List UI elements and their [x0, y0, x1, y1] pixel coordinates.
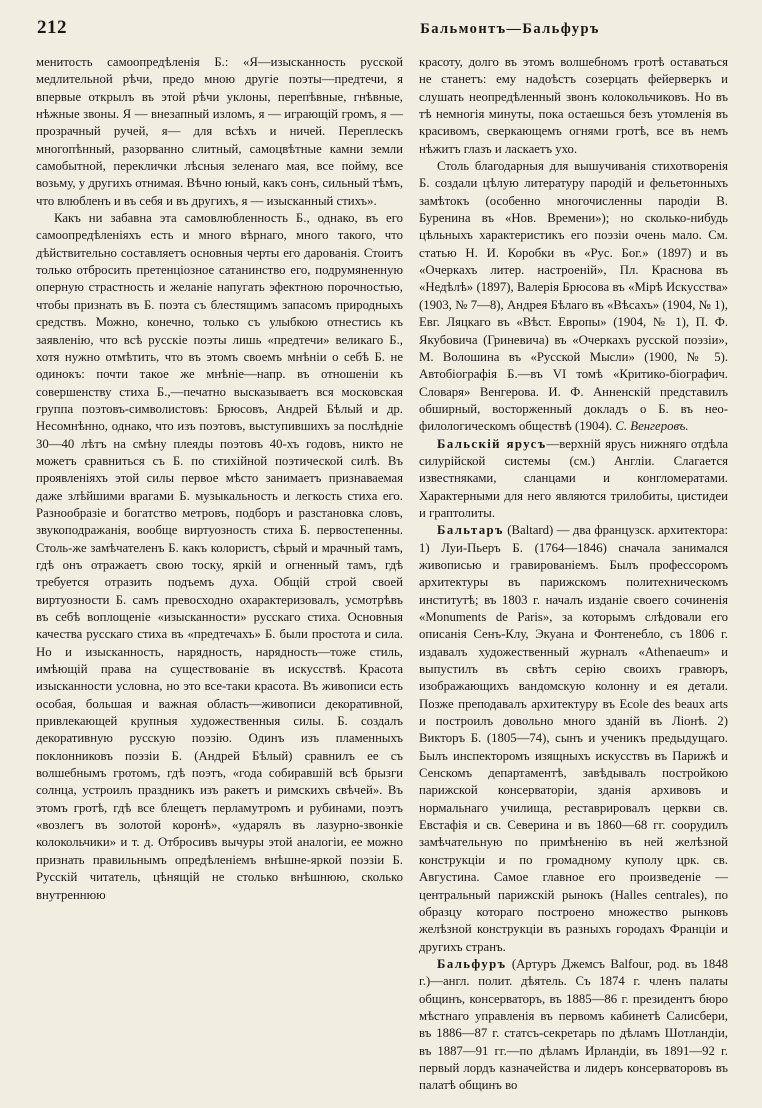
left-column — [36, 54, 403, 904]
running-title: Бальмонтъ—Бальфуръ — [420, 21, 600, 37]
entry-body: —верхній ярусъ нижняго отдѣла силурійской системы (см.) Англіи. Слагается известняками, сланцами и конгломератами. Характерными для него являются трилобиты, цистидеи и граптолиты. — [419, 436, 729, 520]
entry-body: (Baltard) — два французск. архитектора: 1) Луи-Пьеръ Б. (1764—1846) сначала занимался живописью и гравированіемъ. Былъ профессоромъ архитектуры въ парижскомъ политехническомъ институтѣ; въ 1803 г. началъ изданіе своего сочиненія «Monuments de Paris», за которымъ слѣдовали его описанія Сенъ-Клу, Экуана и Фонтенебло, съ 1806 г. издавалъ художественный журналъ «Athenaeum» и выпустилъ въ свѣтъ серію своихъ гравюръ, изображающихъ вандомскую колонну и ея детали. Позже преподавалъ архитектуру въ Ecole des beaux arts и построилъ довольно много зданій въ Ліонѣ. 2) Викторъ Б. (1805—74), сынъ и ученикъ предыдущаго. Былъ инспекторомъ изящныхъ искусствъ въ Парижѣ и Сенскомъ департаментѣ, завѣдывалъ постройкою парижской консерваторіи, зданія архивовъ и нормальнаго училища, реставрировалъ церкви св. Евстафія и св. Северина и въ 1860—68 гг. соорудилъ замѣчательную по примѣненію въ ней желѣзной конструкціи и по громадному куполу црк. св. Августина. Самое главное его произведеніе — центральный парижскій рынокъ (Halles centrales), по образцу котораго построено множество рынковъ желѣзной конструкціи въ разныхъ городахъ Франціи и другихъ странъ. — [419, 523, 728, 954]
bibliography-text: Столь благодарныя для вышучиванія стихотворенія Б. создали цѣлую литературу пародій и фельетонныхъ замѣтокъ (особенно многочисленны пародіи В. Буренина въ «Нов. Времени»); но сколько-нибудь цѣльныхъ характеристикъ его поэзіи очень мало. См. статью Н. И. Коробки въ «Рус. Бог.» (1897) и въ «Очеркахъ литер. настроеній», Пл. Краснова въ «Недѣлѣ» (1897), Валерія Брюсова въ «Мірѣ Искусства» (1903, № 7—8), Андрея Бѣлаго въ «Вѣсахъ» (1904, № 1), Евг. Ляцкаго въ «Вѣст. Европы» (1904, № 1), П. Ф. Якубовича (Гриневича) въ «Очеркахъ русской поэзіи», М. Волошина въ «Русской Мысли» (1900, № 5). Автобіографія Б.—въ VI томѣ «Критико-біографич. Словаря» Венгерова. И. Ф. Анненскій представилъ обширный, восторженный докладъ о Б. въ нео-филологическомъ обществѣ (1904). — [419, 159, 728, 434]
right-paragraph-2 — [419, 158, 728, 436]
right-column — [419, 54, 728, 1095]
entry-balfour — [419, 956, 728, 1095]
page-number: 212 — [37, 17, 67, 38]
left-paragraph-2: Какъ ни забавна эта самовлюбленность Б., однако, въ его самоопредѣленіяхъ есть и много вѣрнаго, много такого, что дѣйствительно составляетъ основныя черты его дарованія. Стоитъ только отбросить претенціозное сатанинство его, подрумяненную оперную страстность и желаніе напугать эфектною порочностью, чтобы признать въ Б. поэта съ блестящимъ запасомъ природныхъ средствъ. Можно, конечно, только съ улыбкою отнестись къ заявленію, что всѣ русскіе поэты лишь «предтечи» великаго Б., хотя нужно отмѣтить, что въ этомъ своемъ мнѣніи о себѣ Б. не одинокъ: почти такое же мнѣніе—напр. въ отношеніи къ совершенству стиха Б.,—печатно высказываетъ вся московская группа поэтовъ-символистовъ: Брюсовъ, Андрей Бѣлый и др. Несомнѣнно, однако, что изъ поэтовъ, выступившихъ за послѣдніе 30—40 лѣтъ на смѣну плеяды поэтовъ 40-хъ годовъ, никто не можетъ сравниться съ Б. по стихійной поэтической силѣ. Въ проявленіяхъ этой силы первое мѣсто занимаетъ признаваемая даже злѣйшими врагами Б. музыкальность и легкость стиха его. Разнообразіе и богатство метровъ, подборъ и разстановка словъ, звукоподражанія, вообще виртуозность стиха Б. первостепенны. Столь-же замѣчателенъ Б. какъ колористъ, сѣрый и мрачный тамъ, гдѣ онъ отражаетъ свою тоску, яркій и огненный тамъ, гдѣ требуется отразить подъемъ духа. Общій строй своей виртуозности Б. самъ превосходно охарактеризовалъ, усмотрѣвъ въ себѣ воплощеніе «изысканности» русскаго стиха. Основныя качества русскаго стиха въ «предтечахъ» Б. были простота и сила. Но и изысканность, нарядность, нарядность—тоже стиль, имѣющій права на существованіе въ искусствѣ. Красота изысканности условна, но это все-таки красота. Въ живописи есть особая, большая и важная область—живописи декоративной, привлекающей крупныя художественныя силы. Б. создалъ декоративную русскую поэзію. Одинъ изъ пламенныхъ поклонниковъ поэзіи Б. (Андрей Бѣлый) сравнилъ ее съ волшебнымъ гротомъ, гдѣ поэтъ, «года собиравшій всѣ брызги солнца, устроилъ праздникъ изъ ракетъ и римскихъ свѣчей». Въ этомъ гротѣ, гдѣ все блещетъ перламутромъ и рубинами, поэтъ «возлегъ въ золотой коронѣ», «ударялъ въ лазурно-звонкіе колокольчики» и т. д. Отбросивъ вычуры этой аналогіи, ее можно признать правильнымъ опредѣленіемъ внѣшне-яркой поэзіи Б. Русскій читатель, цѣнящій не столько внѣшнюю, сколько внутреннюю — [36, 211, 403, 902]
entry-headword: Бальфуръ — [437, 956, 507, 971]
entry-headword: Бальскій ярусъ — [437, 436, 547, 451]
left-paragraph-1: менитость самоопредѣленія Б.: «Я—изысканность русской медлительной рѣчи, предо мною другіе поэты—предтечи, я впервые открылъ въ этой рѣчи уклоны, перепѣвные, гнѣвные, нѣжные звоны. Я — внезапный изломъ, я — играющій громъ, я — прозрачный ручей, я— для всѣхъ и ничей. Переплескъ многопѣнный, разорванно слитный, самоцвѣтные камни земли самобытной, переклички лѣсныя зеленаго мая, все пойму, все возьму, у другихъ отнимая. Вѣчно юный, какъ сонъ, сильный тѣмъ, что влюбленъ и въ себя и въ другихъ, я — изысканный стихъ». — [36, 55, 403, 208]
entry-balsky-yarus — [419, 436, 728, 523]
entry-headword: Бальтаръ — [437, 523, 504, 538]
author-signature: С. Венгеровъ. — [615, 419, 689, 434]
entry-body: (Артуръ Джемсъ Balfour, род. въ 1848 г.)—англ. полит. дѣятель. Съ 1874 г. членъ палаты общинъ, консерваторъ, въ 1885—86 г. президентъ бюро мѣстнаго управленія въ первомъ кабинетѣ Салисбери, въ 1886—87 г. статсъ-секретарь по дѣламъ Шотландіи, въ 1887—91 гг.—по дѣламъ Ирландіи, въ 1891—92 г. первый лордъ казначейства и лидеръ консерваторовъ въ палатѣ общинъ во — [419, 956, 728, 1093]
entry-baltard — [419, 522, 728, 956]
right-paragraph-1: красоту, долго въ этомъ волшебномъ гротѣ оставаться не станетъ: ему надоѣстъ созерцать фейерверкъ и слушать неопредѣленный звонъ колокольчиковъ. Но въ тѣ немногія минуты, пока остаешься безъ утомленія въ красивомъ, сверкающемъ огнями гротѣ, все въ немъ нѣжитъ глазъ и ласкаетъ ухо. — [419, 55, 728, 156]
